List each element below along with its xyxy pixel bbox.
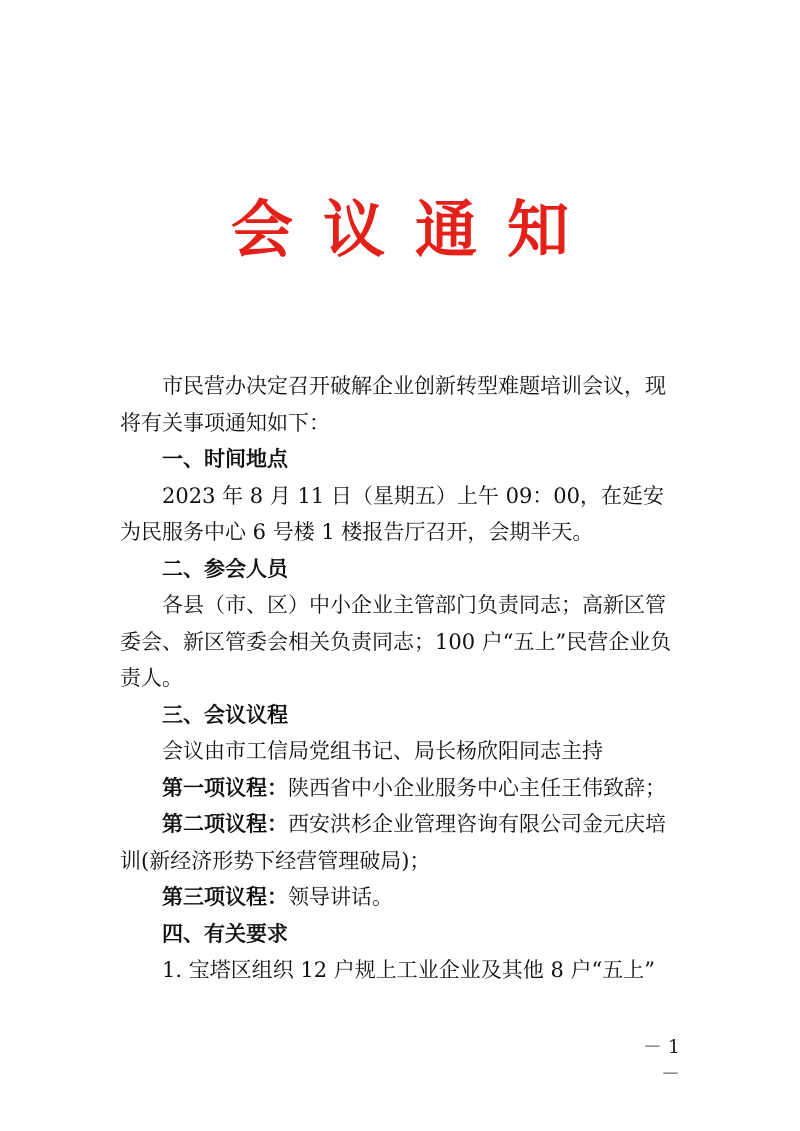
agenda-item-2-label: 第二项议程： xyxy=(162,812,288,836)
agenda-item-2 xyxy=(120,806,680,879)
intro-paragraph: 市民营办决定召开破解企业创新转型难题培训会议，现将有关事项通知如下： xyxy=(120,374,666,435)
agenda-item-1 xyxy=(120,770,680,807)
document-title: 会议通知 xyxy=(230,193,599,266)
section-text-agenda: 会议由市工信局党组书记、局长杨欣阳同志主持 xyxy=(162,739,603,763)
agenda-item-1-text: 陕西省中小企业服务中心主任王伟致辞； xyxy=(288,775,666,800)
agenda-item-1-label: 第一项议程： xyxy=(162,775,288,800)
agenda-item-3-text: 领导讲话。 xyxy=(288,885,393,909)
section-text-time-place: 2023 年 8 月 11 日（星期五）上午 09：00，在延安为民服务中心 6 号楼 1 楼报告厅召开，会期半天。 xyxy=(120,483,665,544)
section-text-requirements: 1. 宝塔区组织 12 户规上工业企业及其他 8 户“五上” xyxy=(162,958,655,982)
page-number: － 1 － xyxy=(642,1036,680,1085)
section-text-attendees: 各县（市、区）中小企业主管部门负责同志；高新区管委会、新区管委会相关负责同志；100 户“五上”民营企业负责人。 xyxy=(120,593,672,690)
agenda-item-3-label: 第三项议程： xyxy=(162,885,288,909)
section-heading-time-place: 一、时间地点 xyxy=(162,447,288,471)
section-heading-agenda: 三、会议议程 xyxy=(162,702,288,727)
document-body xyxy=(120,368,680,989)
section-heading-attendees: 二、参会人员 xyxy=(162,556,288,581)
section-heading-requirements: 四、有关要求 xyxy=(162,921,288,946)
agenda-item-3 xyxy=(120,879,680,916)
agenda-item-2-text: 西安洪杉企业管理咨询有限公司金元庆培训(新经济形势下经营管理破局)； xyxy=(120,812,666,873)
